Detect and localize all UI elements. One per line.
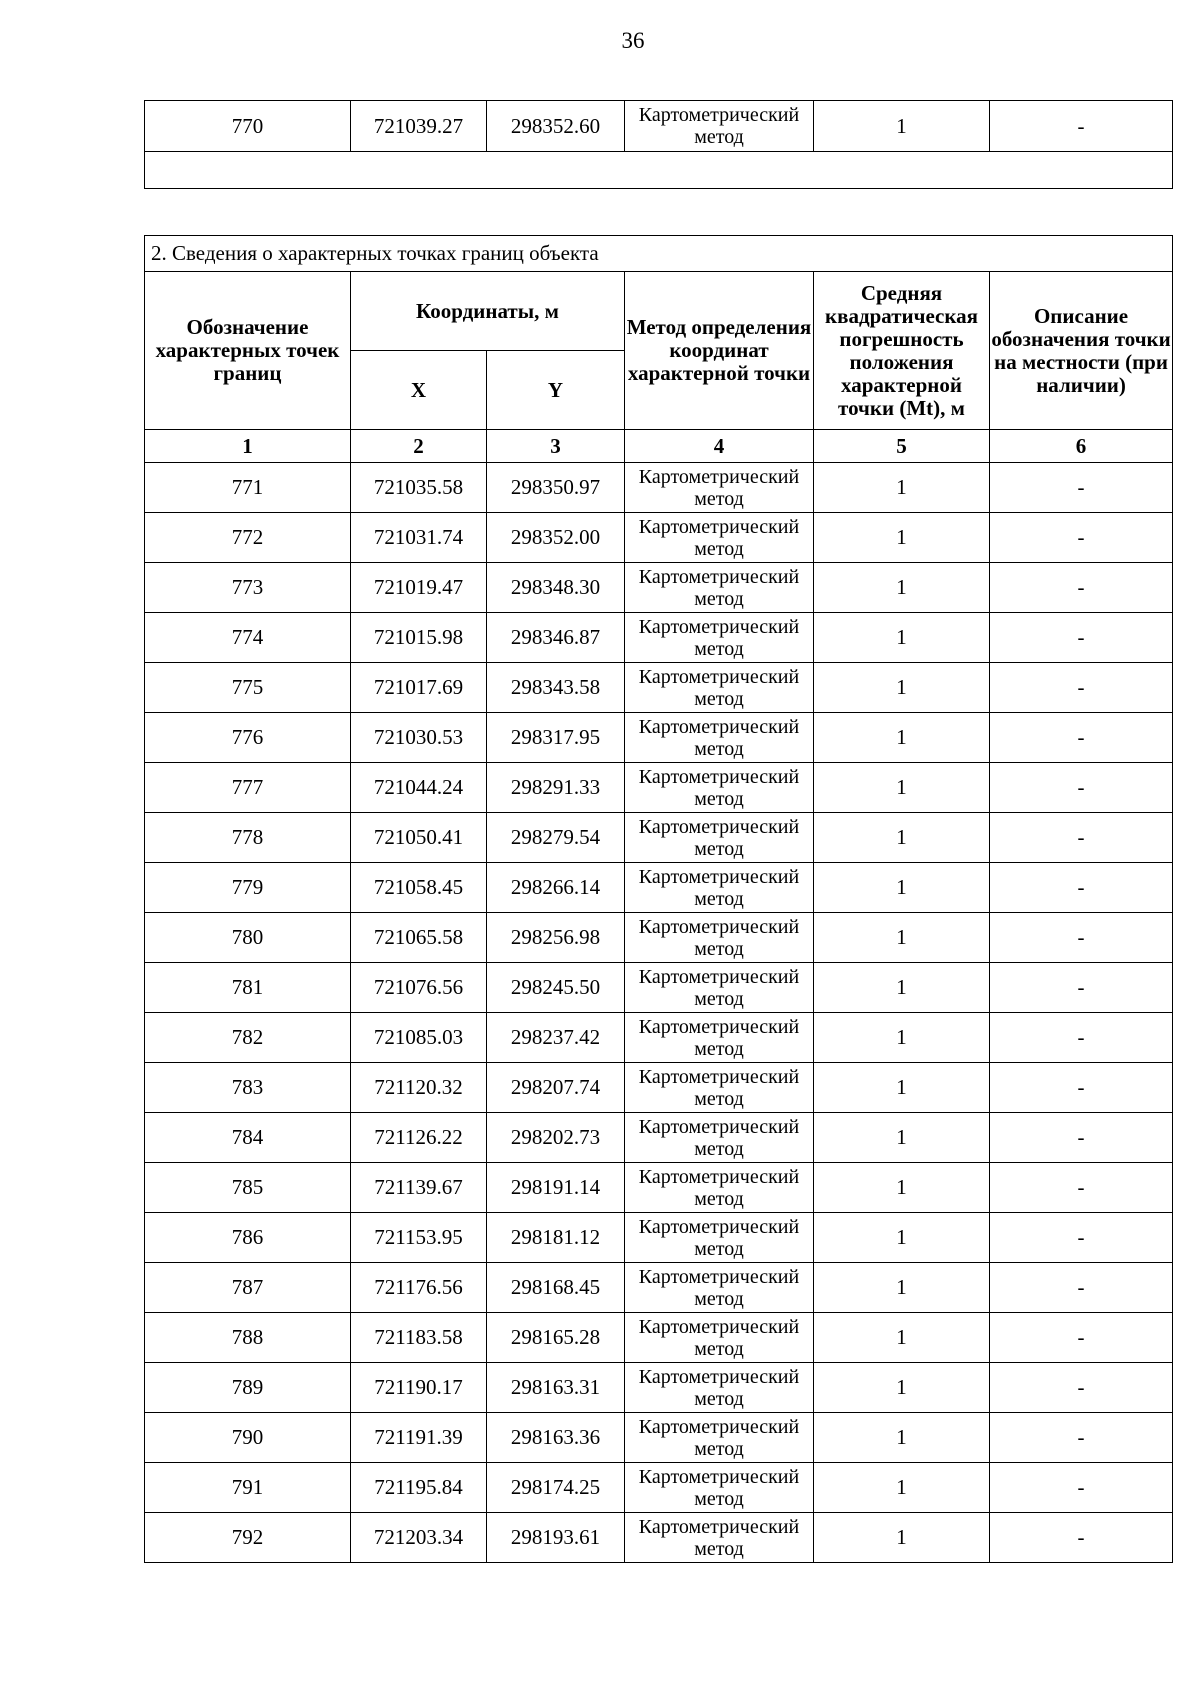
y-cell: 298350.97 [487, 463, 625, 513]
mt-cell: 1 [814, 663, 990, 713]
method-line1: Картометрический [638, 515, 800, 538]
method-line2: метод [694, 1437, 744, 1460]
column-number: 3 [487, 430, 625, 463]
method-line2: метод [694, 1137, 744, 1160]
x-cell: 721153.95 [351, 1213, 487, 1263]
header-method: Метод определения координат характерной точки [625, 272, 814, 430]
empty-cell [145, 152, 1173, 189]
mt-cell: 1 [814, 913, 990, 963]
method-cell [625, 563, 814, 613]
table-row [145, 1213, 1173, 1263]
x-cell: 721030.53 [351, 713, 487, 763]
table-row [145, 713, 1173, 763]
header-description: Описание обозначения точки на местности (при наличии) [990, 272, 1173, 430]
desc-cell: - [990, 1463, 1173, 1513]
table-row [145, 963, 1173, 1013]
point-cell: 776 [145, 713, 351, 763]
table-row [145, 1063, 1173, 1113]
method-line1: Картометрический [638, 915, 800, 938]
y-cell: 298237.42 [487, 1013, 625, 1063]
table-row [145, 763, 1173, 813]
y-cell: 298256.98 [487, 913, 625, 963]
method-cell [625, 613, 814, 663]
method-cell [625, 1213, 814, 1263]
method-cell [625, 1013, 814, 1063]
desc-cell: - [990, 1063, 1173, 1113]
method-line2: метод [694, 1187, 744, 1210]
mt-cell: 1 [814, 1263, 990, 1313]
method-line2: метод [694, 937, 744, 960]
method-line1: Картометрический [638, 865, 800, 888]
mt-cell: 1 [814, 1013, 990, 1063]
method-cell [625, 713, 814, 763]
table-row [145, 1113, 1173, 1163]
header-point-designation: Обозначение характерных точек границ [145, 272, 351, 430]
y-cell: 298163.31 [487, 1363, 625, 1413]
table-row [145, 663, 1173, 713]
method-line1: Картометрический [638, 665, 800, 688]
mt-cell: 1 [814, 1513, 990, 1563]
y-cell: 298168.45 [487, 1263, 625, 1313]
header-y: Y [487, 351, 625, 430]
desc-cell: - [990, 563, 1173, 613]
method-line1: Картометрический [638, 104, 800, 126]
boundary-points-table [144, 235, 1173, 1563]
mt-cell: 1 [814, 963, 990, 1013]
x-cell: 721019.47 [351, 563, 487, 613]
point-cell: 771 [145, 463, 351, 513]
method-cell [625, 663, 814, 713]
method-line2: метод [694, 537, 744, 560]
point-cell: 785 [145, 1163, 351, 1213]
table-row [145, 1313, 1173, 1363]
table-row [145, 813, 1173, 863]
mt-cell: 1 [814, 463, 990, 513]
desc-cell: - [990, 1313, 1173, 1363]
method-line2: метод [694, 126, 744, 148]
x-cell: 721085.03 [351, 1013, 487, 1063]
point-cell: 781 [145, 963, 351, 1013]
method-cell [625, 1113, 814, 1163]
y-cell: 298352.00 [487, 513, 625, 563]
column-number-row [145, 430, 1173, 463]
method-cell [625, 1263, 814, 1313]
method-line2: метод [694, 1087, 744, 1110]
method-line2: метод [694, 887, 744, 910]
table-row [145, 563, 1173, 613]
point-cell: 780 [145, 913, 351, 963]
method-line1: Картометрический [638, 1065, 800, 1088]
x-cell: 721015.98 [351, 613, 487, 663]
header-coordinates: Координаты, м [351, 272, 625, 351]
mt-cell: 1 [814, 101, 990, 152]
desc-cell: - [990, 863, 1173, 913]
y-cell: 298343.58 [487, 663, 625, 713]
desc-cell: - [990, 813, 1173, 863]
mt-cell: 1 [814, 1463, 990, 1513]
header-row [145, 272, 1173, 351]
x-cell: 721058.45 [351, 863, 487, 913]
method-cell [625, 863, 814, 913]
y-cell: 298266.14 [487, 863, 625, 913]
mt-cell: 1 [814, 563, 990, 613]
method-line1: Картометрический [638, 1215, 800, 1238]
point-cell: 770 [145, 101, 351, 152]
mt-cell: 1 [814, 1113, 990, 1163]
table-row [145, 101, 1173, 152]
column-number: 6 [990, 430, 1173, 463]
x-cell: 721195.84 [351, 1463, 487, 1513]
empty-row [145, 152, 1173, 189]
point-cell: 775 [145, 663, 351, 713]
desc-cell: - [990, 613, 1173, 663]
desc-cell: - [990, 963, 1173, 1013]
y-cell: 298352.60 [487, 101, 625, 152]
method-line1: Картометрический [638, 1465, 800, 1488]
x-cell: 721139.67 [351, 1163, 487, 1213]
method-line1: Картометрический [638, 1015, 800, 1038]
point-cell: 784 [145, 1113, 351, 1163]
y-cell: 298193.61 [487, 1513, 625, 1563]
x-cell: 721050.41 [351, 813, 487, 863]
mt-cell: 1 [814, 863, 990, 913]
desc-cell: - [990, 1363, 1173, 1413]
point-cell: 782 [145, 1013, 351, 1063]
x-cell: 721044.24 [351, 763, 487, 813]
method-line2: метод [694, 1037, 744, 1060]
table-row [145, 513, 1173, 563]
x-cell: 721183.58 [351, 1313, 487, 1363]
method-cell [625, 1063, 814, 1113]
mt-cell: 1 [814, 763, 990, 813]
x-cell: 721065.58 [351, 913, 487, 963]
continuation-table [144, 100, 1173, 189]
point-cell: 790 [145, 1413, 351, 1463]
y-cell: 298279.54 [487, 813, 625, 863]
y-cell: 298317.95 [487, 713, 625, 763]
x-cell: 721203.34 [351, 1513, 487, 1563]
method-line1: Картометрический [638, 815, 800, 838]
method-line1: Картометрический [638, 1415, 800, 1438]
mt-cell: 1 [814, 713, 990, 763]
method-cell [625, 463, 814, 513]
table-row [145, 1363, 1173, 1413]
table-row [145, 1163, 1173, 1213]
method-line2: метод [694, 1287, 744, 1310]
y-cell: 298181.12 [487, 1213, 625, 1263]
method-line2: метод [694, 1537, 744, 1560]
mt-cell: 1 [814, 513, 990, 563]
method-cell [625, 513, 814, 563]
method-line1: Картометрический [638, 615, 800, 638]
table-row [145, 1413, 1173, 1463]
desc-cell: - [990, 1163, 1173, 1213]
method-line2: метод [694, 487, 744, 510]
method-cell [625, 101, 814, 152]
mt-cell: 1 [814, 813, 990, 863]
point-cell: 772 [145, 513, 351, 563]
method-line2: метод [694, 987, 744, 1010]
y-cell: 298165.28 [487, 1313, 625, 1363]
method-line1: Картометрический [638, 765, 800, 788]
y-cell: 298207.74 [487, 1063, 625, 1113]
header-x: X [351, 351, 487, 430]
table-row [145, 463, 1173, 513]
column-number: 2 [351, 430, 487, 463]
method-cell [625, 1363, 814, 1413]
point-cell: 786 [145, 1213, 351, 1263]
method-cell [625, 913, 814, 963]
point-cell: 777 [145, 763, 351, 813]
mt-cell: 1 [814, 1413, 990, 1463]
mt-cell: 1 [814, 1313, 990, 1363]
y-cell: 298191.14 [487, 1163, 625, 1213]
mt-cell: 1 [814, 613, 990, 663]
desc-cell: - [990, 101, 1173, 152]
section-title: 2. Сведения о характерных точках границ объекта [145, 236, 1173, 272]
desc-cell: - [990, 1513, 1173, 1563]
header-mt: Средняя квадратическая погрешность положения характерной точки (Mt), м [814, 272, 990, 430]
desc-cell: - [990, 913, 1173, 963]
method-line2: метод [694, 1337, 744, 1360]
method-line1: Картометрический [638, 565, 800, 588]
method-line2: метод [694, 637, 744, 660]
point-cell: 789 [145, 1363, 351, 1413]
table-row [145, 1463, 1173, 1513]
y-cell: 298245.50 [487, 963, 625, 1013]
desc-cell: - [990, 663, 1173, 713]
method-line2: метод [694, 1237, 744, 1260]
column-number: 4 [625, 430, 814, 463]
method-cell [625, 1163, 814, 1213]
mt-cell: 1 [814, 1213, 990, 1263]
table-row [145, 613, 1173, 663]
point-cell: 791 [145, 1463, 351, 1513]
table-body [145, 463, 1173, 1563]
method-line2: метод [694, 737, 744, 760]
mt-cell: 1 [814, 1063, 990, 1113]
point-cell: 787 [145, 1263, 351, 1313]
method-line2: метод [694, 687, 744, 710]
method-line1: Картометрический [638, 465, 800, 488]
y-cell: 298174.25 [487, 1463, 625, 1513]
x-cell: 721076.56 [351, 963, 487, 1013]
section-title-row [145, 236, 1173, 272]
x-cell: 721176.56 [351, 1263, 487, 1313]
method-line1: Картометрический [638, 965, 800, 988]
column-number: 5 [814, 430, 990, 463]
column-number: 1 [145, 430, 351, 463]
x-cell: 721120.32 [351, 1063, 487, 1113]
method-line1: Картометрический [638, 1315, 800, 1338]
x-cell: 721039.27 [351, 101, 487, 152]
method-cell [625, 1463, 814, 1513]
desc-cell: - [990, 1113, 1173, 1163]
point-cell: 779 [145, 863, 351, 913]
method-cell [625, 1513, 814, 1563]
point-cell: 773 [145, 563, 351, 613]
desc-cell: - [990, 763, 1173, 813]
x-cell: 721191.39 [351, 1413, 487, 1463]
point-cell: 792 [145, 1513, 351, 1563]
method-line1: Картометрический [638, 1265, 800, 1288]
method-line1: Картометрический [638, 1165, 800, 1188]
method-line1: Картометрический [638, 1515, 800, 1538]
method-cell [625, 813, 814, 863]
table-row [145, 1513, 1173, 1563]
point-cell: 778 [145, 813, 351, 863]
method-line1: Картометрический [638, 715, 800, 738]
y-cell: 298348.30 [487, 563, 625, 613]
desc-cell: - [990, 1013, 1173, 1063]
method-line2: метод [694, 837, 744, 860]
desc-cell: - [990, 463, 1173, 513]
method-line2: метод [694, 787, 744, 810]
table-row [145, 1013, 1173, 1063]
method-cell [625, 763, 814, 813]
y-cell: 298346.87 [487, 613, 625, 663]
y-cell: 298202.73 [487, 1113, 625, 1163]
y-cell: 298291.33 [487, 763, 625, 813]
point-cell: 788 [145, 1313, 351, 1363]
x-cell: 721190.17 [351, 1363, 487, 1413]
mt-cell: 1 [814, 1163, 990, 1213]
x-cell: 721031.74 [351, 513, 487, 563]
method-cell [625, 1413, 814, 1463]
method-line1: Картометрический [638, 1365, 800, 1388]
x-cell: 721017.69 [351, 663, 487, 713]
table-row [145, 913, 1173, 963]
y-cell: 298163.36 [487, 1413, 625, 1463]
table-row [145, 1263, 1173, 1313]
method-line2: метод [694, 587, 744, 610]
table-row [145, 863, 1173, 913]
desc-cell: - [990, 1213, 1173, 1263]
method-line1: Картометрический [638, 1115, 800, 1138]
x-cell: 721035.58 [351, 463, 487, 513]
point-cell: 783 [145, 1063, 351, 1113]
desc-cell: - [990, 1413, 1173, 1463]
desc-cell: - [990, 713, 1173, 763]
method-cell [625, 1313, 814, 1363]
point-cell: 774 [145, 613, 351, 663]
method-cell [625, 963, 814, 1013]
desc-cell: - [990, 1263, 1173, 1313]
desc-cell: - [990, 513, 1173, 563]
page-number: 36 [621, 28, 645, 53]
mt-cell: 1 [814, 1363, 990, 1413]
method-line2: метод [694, 1487, 744, 1510]
x-cell: 721126.22 [351, 1113, 487, 1163]
method-line2: метод [694, 1387, 744, 1410]
